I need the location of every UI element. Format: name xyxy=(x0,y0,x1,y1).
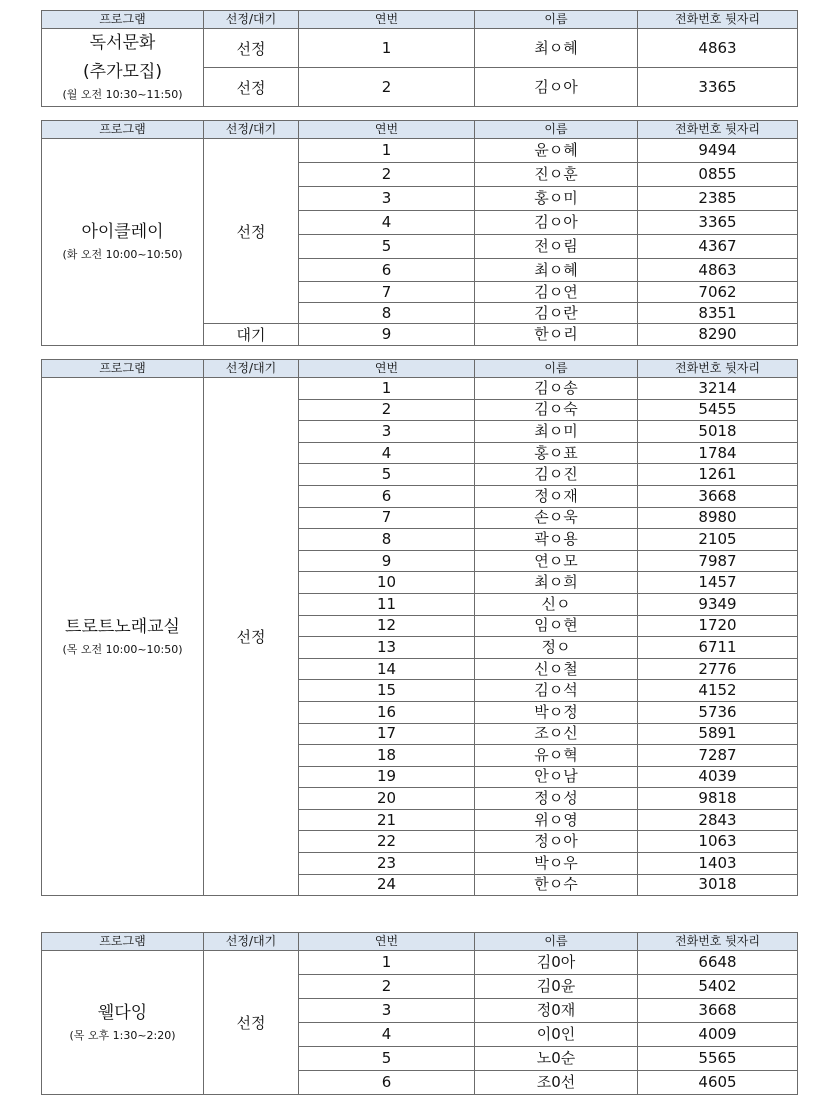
row-phone: 9494 xyxy=(638,139,798,163)
row-name: 한ㅇ리 xyxy=(475,324,638,346)
row-phone: 1261 xyxy=(638,464,798,486)
program-name-line: (추가모집) xyxy=(83,62,162,83)
header-no: 연번 xyxy=(299,360,475,378)
header-phone: 전화번호 뒷자리 xyxy=(638,933,798,951)
row-name: 최ㅇ미 xyxy=(475,421,638,443)
header-program: 프로그램 xyxy=(42,933,204,951)
row-name: 김ㅇ석 xyxy=(475,680,638,702)
row-number: 22 xyxy=(299,831,475,853)
row-number: 11 xyxy=(299,593,475,615)
row-number: 6 xyxy=(299,259,475,282)
header-name: 이름 xyxy=(475,933,638,951)
row-phone: 9818 xyxy=(638,788,798,810)
header-no: 연번 xyxy=(299,11,475,29)
row-name: 손ㅇ욱 xyxy=(475,507,638,529)
row-number: 4 xyxy=(299,442,475,464)
row-number: 3 xyxy=(299,999,475,1023)
row-phone: 2105 xyxy=(638,529,798,551)
row-name: 김ㅇ아 xyxy=(475,68,638,107)
program-table-welldying xyxy=(41,932,798,1095)
row-phone: 0855 xyxy=(638,163,798,187)
row-name: 위ㅇ영 xyxy=(475,809,638,831)
row-name: 박ㅇ우 xyxy=(475,853,638,875)
header-phone: 전화번호 뒷자리 xyxy=(638,11,798,29)
row-number: 1 xyxy=(299,378,475,400)
row-name: 윤ㅇ혜 xyxy=(475,139,638,163)
row-name: 임ㅇ현 xyxy=(475,615,638,637)
program-cell xyxy=(42,378,204,896)
row-number: 14 xyxy=(299,658,475,680)
row-phone: 6648 xyxy=(638,951,798,975)
row-name: 김ㅇ아 xyxy=(475,211,638,235)
row-number: 6 xyxy=(299,1071,475,1095)
program-name-line: 트로트노래교실 xyxy=(65,616,180,637)
row-name: 김ㅇ송 xyxy=(475,378,638,400)
program-cell xyxy=(42,139,204,346)
header-name: 이름 xyxy=(475,121,638,139)
row-phone: 8351 xyxy=(638,303,798,324)
row-name: 한ㅇ수 xyxy=(475,874,638,896)
row-number: 3 xyxy=(299,187,475,211)
row-phone: 5565 xyxy=(638,1047,798,1071)
row-phone: 5455 xyxy=(638,399,798,421)
program-table-iclay xyxy=(41,120,798,346)
status-cell: 선정 xyxy=(204,29,299,68)
row-phone: 1457 xyxy=(638,572,798,594)
row-name: 김0윤 xyxy=(475,975,638,999)
row-name: 유ㅇ혁 xyxy=(475,745,638,767)
row-number: 3 xyxy=(299,421,475,443)
row-name: 신ㅇ xyxy=(475,593,638,615)
header-phone: 전화번호 뒷자리 xyxy=(638,121,798,139)
row-number: 2 xyxy=(299,68,475,107)
row-number: 1 xyxy=(299,139,475,163)
row-phone: 1720 xyxy=(638,615,798,637)
row-number: 13 xyxy=(299,637,475,659)
row-name: 김ㅇ연 xyxy=(475,282,638,303)
row-number: 9 xyxy=(299,550,475,572)
row-phone: 9349 xyxy=(638,593,798,615)
header-status: 선정/대기 xyxy=(204,11,299,29)
table-row xyxy=(42,139,798,163)
row-number: 6 xyxy=(299,485,475,507)
header-program: 프로그램 xyxy=(42,121,204,139)
row-phone: 3018 xyxy=(638,874,798,896)
row-number: 12 xyxy=(299,615,475,637)
row-number: 1 xyxy=(299,951,475,975)
row-name: 최ㅇ혜 xyxy=(475,259,638,282)
row-name: 곽ㅇ용 xyxy=(475,529,638,551)
row-number: 2 xyxy=(299,163,475,187)
header-status: 선정/대기 xyxy=(204,933,299,951)
row-phone: 4009 xyxy=(638,1023,798,1047)
row-number: 15 xyxy=(299,680,475,702)
row-name: 정ㅇ xyxy=(475,637,638,659)
rows xyxy=(42,378,798,896)
row-phone: 5402 xyxy=(638,975,798,999)
row-name: 연ㅇ모 xyxy=(475,550,638,572)
row-phone: 2776 xyxy=(638,658,798,680)
status-cell: 선정 xyxy=(204,139,299,324)
program-time: (목 오전 10:00~10:50) xyxy=(62,642,183,656)
row-name: 박ㅇ정 xyxy=(475,701,638,723)
row-number: 10 xyxy=(299,572,475,594)
row-phone: 4863 xyxy=(638,29,798,68)
table-row xyxy=(42,29,798,68)
program-table-trot xyxy=(41,359,798,896)
row-name: 안ㅇ남 xyxy=(475,766,638,788)
row-number: 5 xyxy=(299,464,475,486)
header-program: 프로그램 xyxy=(42,11,204,29)
row-phone: 1063 xyxy=(638,831,798,853)
row-number: 24 xyxy=(299,874,475,896)
row-name: 노0순 xyxy=(475,1047,638,1071)
row-number: 5 xyxy=(299,1047,475,1071)
row-number: 18 xyxy=(299,745,475,767)
header-status: 선정/대기 xyxy=(204,360,299,378)
program-cell xyxy=(42,29,204,107)
row-name: 최ㅇ희 xyxy=(475,572,638,594)
row-phone: 4039 xyxy=(638,766,798,788)
program-time: (목 오후 1:30~2:20) xyxy=(69,1028,176,1042)
row-number: 4 xyxy=(299,211,475,235)
row-name: 조ㅇ신 xyxy=(475,723,638,745)
row-number: 9 xyxy=(299,324,475,346)
header-phone: 전화번호 뒷자리 xyxy=(638,360,798,378)
row-phone: 7062 xyxy=(638,282,798,303)
row-number: 16 xyxy=(299,701,475,723)
header-row xyxy=(42,933,798,951)
row-number: 7 xyxy=(299,282,475,303)
row-name: 홍ㅇ표 xyxy=(475,442,638,464)
header-program: 프로그램 xyxy=(42,360,204,378)
row-name: 정ㅇ재 xyxy=(475,485,638,507)
row-number: 2 xyxy=(299,975,475,999)
row-phone: 5736 xyxy=(638,701,798,723)
row-name: 홍ㅇ미 xyxy=(475,187,638,211)
row-phone: 2385 xyxy=(638,187,798,211)
header-status: 선정/대기 xyxy=(204,121,299,139)
row-name: 신ㅇ철 xyxy=(475,658,638,680)
row-phone: 1784 xyxy=(638,442,798,464)
row-number: 20 xyxy=(299,788,475,810)
row-number: 7 xyxy=(299,507,475,529)
row-name: 전ㅇ림 xyxy=(475,235,638,259)
row-name: 조0선 xyxy=(475,1071,638,1095)
row-number: 4 xyxy=(299,1023,475,1047)
row-name: 최ㅇ혜 xyxy=(475,29,638,68)
row-phone: 3365 xyxy=(638,68,798,107)
header-name: 이름 xyxy=(475,360,638,378)
row-name: 김ㅇ진 xyxy=(475,464,638,486)
row-phone: 2843 xyxy=(638,809,798,831)
row-name: 김ㅇ숙 xyxy=(475,399,638,421)
row-name: 정ㅇ성 xyxy=(475,788,638,810)
row-phone: 4152 xyxy=(638,680,798,702)
row-phone: 6711 xyxy=(638,637,798,659)
row-name: 김ㅇ란 xyxy=(475,303,638,324)
row-phone: 1403 xyxy=(638,853,798,875)
row-phone: 7987 xyxy=(638,550,798,572)
header-row xyxy=(42,11,798,29)
row-name: 김0아 xyxy=(475,951,638,975)
program-name-line: 웰다잉 xyxy=(97,1002,148,1023)
row-name: 정ㅇ아 xyxy=(475,831,638,853)
header-no: 연번 xyxy=(299,121,475,139)
row-phone: 7287 xyxy=(638,745,798,767)
row-number: 17 xyxy=(299,723,475,745)
row-phone: 3668 xyxy=(638,999,798,1023)
row-phone: 3214 xyxy=(638,378,798,400)
program-name-line: 아이클레이 xyxy=(81,222,164,243)
table-row xyxy=(42,951,798,975)
row-phone: 5891 xyxy=(638,723,798,745)
program-time: (화 오전 10:00~10:50) xyxy=(62,248,183,262)
program-name-line: 독서문화 xyxy=(89,33,156,54)
program-cell xyxy=(42,951,204,1095)
program-table-reading xyxy=(41,10,798,107)
row-phone: 4863 xyxy=(638,259,798,282)
row-number: 8 xyxy=(299,529,475,551)
status-cell: 대기 xyxy=(204,324,299,346)
status-cell: 선정 xyxy=(204,68,299,107)
row-name: 정0재 xyxy=(475,999,638,1023)
rows xyxy=(42,951,798,1095)
table-row xyxy=(42,378,798,400)
row-number: 21 xyxy=(299,809,475,831)
row-phone: 4605 xyxy=(638,1071,798,1095)
row-phone: 3668 xyxy=(638,485,798,507)
row-phone: 5018 xyxy=(638,421,798,443)
row-number: 1 xyxy=(299,29,475,68)
rows xyxy=(42,139,798,346)
program-time: (월 오전 10:30~11:50) xyxy=(62,88,183,102)
row-number: 5 xyxy=(299,235,475,259)
status-cell: 선정 xyxy=(204,951,299,1095)
status-cell: 선정 xyxy=(204,378,299,896)
row-name: 이0인 xyxy=(475,1023,638,1047)
header-no: 연번 xyxy=(299,933,475,951)
row-number: 8 xyxy=(299,303,475,324)
row-phone: 8980 xyxy=(638,507,798,529)
row-name: 진ㅇ훈 xyxy=(475,163,638,187)
header-row xyxy=(42,360,798,378)
row-number: 2 xyxy=(299,399,475,421)
row-phone: 8290 xyxy=(638,324,798,346)
row-phone: 3365 xyxy=(638,211,798,235)
row-phone: 4367 xyxy=(638,235,798,259)
row-number: 19 xyxy=(299,766,475,788)
row-number: 23 xyxy=(299,853,475,875)
header-row xyxy=(42,121,798,139)
header-name: 이름 xyxy=(475,11,638,29)
